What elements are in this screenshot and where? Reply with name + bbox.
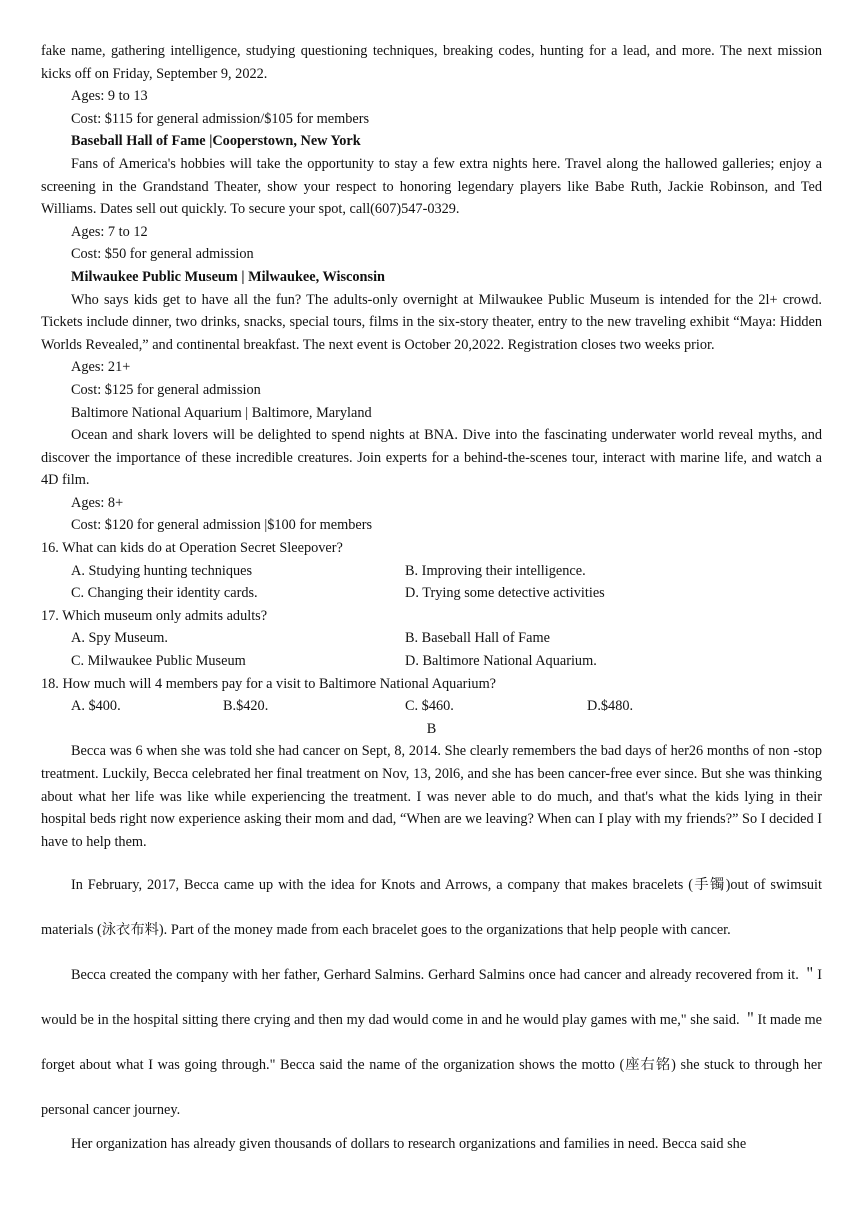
becca-paragraph-4: Her organization has already given thousands of dollars to research organizations and families in need. Becca said she — [71, 1136, 747, 1153]
question-18-option-c[interactable]: C. $460. — [405, 698, 454, 715]
becca-paragraph-1: Becca was 6 when she was told she had cancer on Sept, 8, 2014. She clearly remembers the bad days of her26 months of non -stop treatment. Luckily, Becca celebrated her final treatment on Nov, 13, 20l6, and she has been cancer-free ever since. But she was thinking about what her life was like while experiencing the treatment. I was never able to do much, and that's what the kids lying in their hospital beds right now experience asking their mom and dad, “When are we leaving? When can I play with my friends?” So I decided I have to help them. — [41, 743, 822, 850]
question-17-options-row-2 — [41, 650, 822, 673]
baseball-hall-ages: Ages: 7 to 12 — [71, 223, 148, 240]
baltimore-aquarium-cost: Cost: $120 for general admission |$100 for members — [71, 517, 373, 534]
question-18-option-d[interactable]: D.$480. — [587, 698, 634, 715]
question-16-option-a[interactable]: A. Studying hunting techniques — [71, 562, 253, 579]
baltimore-aquarium-description: Ocean and shark lovers will be delighted to spend nights at BNA. Dive into the fascinating underwater world reveal myths, and discover the importance of these incredible creatures. Join experts for a behind-the-scenes tour, interact with marine life, and watch a 4D film. — [41, 427, 822, 489]
spy-museum-description-continued: fake name, gathering intelligence, studying questioning techniques, breaking codes, hunting for a lead, and more. The next mission kicks off on Friday, September 9, 2022. — [41, 43, 822, 82]
question-16-option-d[interactable]: D. Trying some detective activities — [405, 585, 605, 602]
question-17-options-row-1 — [41, 627, 822, 650]
question-16-option-c[interactable]: C. Changing their identity cards. — [71, 585, 258, 602]
baltimore-aquarium-heading: Baltimore National Aquarium | Baltimore, Maryland — [71, 404, 372, 421]
question-18-options-row — [41, 695, 822, 718]
becca-paragraph-2: In February, 2017, Becca came up with the idea for Knots and Arrows, a company that makes bracelets (手镯)out of swimsuit materials (泳衣布料). Part of the money made from each bracelet goes to the organizations that help people with cancer. — [41, 877, 822, 939]
baltimore-aquarium-ages: Ages: 8+ — [71, 494, 124, 511]
question-18: 18. How much will 4 members pay for a visit to Baltimore National Aquarium? — [41, 675, 497, 692]
question-16-options-row-1 — [41, 560, 822, 583]
milwaukee-museum-cost: Cost: $125 for general admission — [71, 381, 261, 398]
question-17-option-c[interactable]: C. Milwaukee Public Museum — [71, 653, 246, 670]
question-17: 17. Which museum only admits adults? — [41, 607, 268, 624]
spy-museum-cost: Cost: $115 for general admission/$105 for members — [71, 110, 370, 127]
baseball-hall-cost: Cost: $50 for general admission — [71, 246, 254, 263]
question-16-option-b[interactable]: B. Improving their intelligence. — [405, 562, 586, 579]
milwaukee-museum-description: Who says kids get to have all the fun? The adults-only overnight at Milwaukee Public Museum is intended for the 2l+ crowd. Tickets include dinner, two drinks, snacks, special tours, films in the six-story theater, entry to the new traveling exhibit “Maya: Hidden Worlds Revealed,” and continental breakfast. The next event is October 20,2022. Registration closes two weeks prior. — [41, 291, 822, 353]
baseball-hall-heading: Baseball Hall of Fame |Cooperstown, New York — [71, 133, 361, 150]
section-b-label: B — [426, 720, 437, 737]
document-page — [41, 40, 822, 1156]
question-17-option-d[interactable]: D. Baltimore National Aquarium. — [405, 653, 597, 670]
baseball-hall-description: Fans of America's hobbies will take the opportunity to stay a few extra nights here. Travel along the hallowed galleries; enjoy a screening in the Grandstand Theater, show your respect to honoring legendary players like Babe Ruth, Jackie Robinson, and Ted Williams. Dates sell out quickly. To secure your spot, call(607)547-0329. — [41, 155, 822, 218]
milwaukee-museum-ages: Ages: 21+ — [71, 359, 131, 376]
question-18-option-a[interactable]: A. $400. — [71, 698, 121, 715]
question-18-option-b[interactable]: B.$420. — [223, 698, 269, 715]
question-16: 16. What can kids do at Operation Secret Sleepover? — [41, 540, 343, 557]
spy-museum-ages: Ages: 9 to 13 — [71, 88, 148, 105]
question-17-option-b[interactable]: B. Baseball Hall of Fame — [405, 630, 550, 647]
milwaukee-museum-heading: Milwaukee Public Museum | Milwaukee, Wisconsin — [71, 268, 385, 285]
question-17-option-a[interactable]: A. Spy Museum. — [71, 630, 168, 647]
becca-paragraph-3: Becca created the company with her father, Gerhard Salmins. Gerhard Salmins once had cancer and already recovered from it. ＂I would be in the hospital sitting there crying and then my dad would come in and he would play games with me," she said. ＂It made me forget about what I was going through." Becca said the name of the organization shows the motto (座右铭) she stuck to through her personal cancer journey. — [41, 967, 822, 1119]
question-16-options-row-2 — [41, 582, 822, 605]
